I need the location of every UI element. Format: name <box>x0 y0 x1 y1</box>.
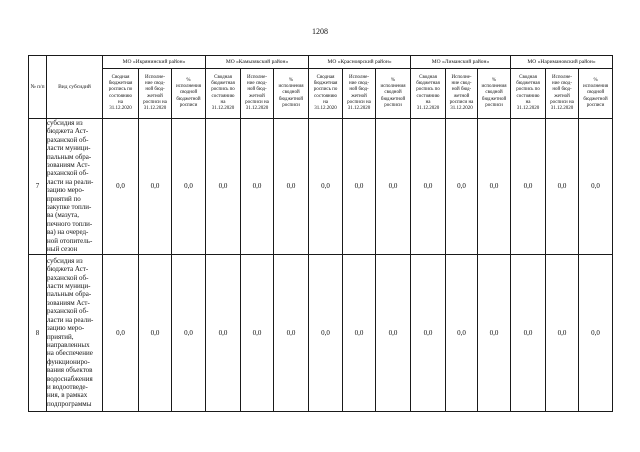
value-cell-budget-plan: 0,0 <box>309 254 343 411</box>
region-header-limansky: МО «Лиманский район» <box>411 56 511 69</box>
region-header-narimanovsky: МО «Наримановский район» <box>511 56 613 69</box>
table-row <box>29 119 613 255</box>
subcolumn-header-budget-execution: Исполне- ние свод- ной бюд- жетной росписи на 31.12.2020 <box>546 69 579 119</box>
subcolumn-header-budget-plan: Сводная бюджетная роспись по состоянию на 31.12.2020 <box>309 69 343 119</box>
region-header-ikryaninsky: МО «Икрянинский район» <box>103 56 206 69</box>
table-row <box>29 254 613 411</box>
value-cell-budget-execution: 0,0 <box>546 254 579 411</box>
row-number: 7 <box>29 119 47 255</box>
value-cell-budget-execution: 0,0 <box>139 119 172 255</box>
value-cell-execution-percent: 0,0 <box>172 119 206 255</box>
column-header-subsidy-type: Вид субсидий <box>47 56 103 119</box>
value-cell-budget-execution: 0,0 <box>139 254 172 411</box>
subcolumn-header-budget-execution: Исполне- ние свод- ной бюд- жетной росписи на 31.12.2020 <box>343 69 376 119</box>
value-cell-execution-percent: 0,0 <box>376 254 411 411</box>
value-cell-budget-plan: 0,0 <box>511 119 546 255</box>
value-cell-budget-plan: 0,0 <box>411 254 446 411</box>
value-cell-budget-execution: 0,0 <box>546 119 579 255</box>
subcolumn-header-execution-percent: % исполнения сводной бюджетной росписи <box>478 69 511 119</box>
value-cell-budget-plan: 0,0 <box>206 254 241 411</box>
value-cell-execution-percent: 0,0 <box>478 119 511 255</box>
subcolumn-header-row <box>29 69 613 119</box>
value-cell-budget-execution: 0,0 <box>446 254 478 411</box>
subcolumn-header-budget-execution: Исполне- ние свод- ной бюд- жетной росписи на 31.12.2020 <box>139 69 172 119</box>
subcolumn-header-execution-percent: % исполнения сводной бюджетной росписи <box>579 69 613 119</box>
value-cell-budget-plan: 0,0 <box>309 119 343 255</box>
value-cell-execution-percent: 0,0 <box>274 119 309 255</box>
row-number: 8 <box>29 254 47 411</box>
value-cell-execution-percent: 0,0 <box>579 119 613 255</box>
subcolumn-header-budget-plan: Сводная бюджетная роспись по состоянию на 31.12.2020 <box>103 69 139 119</box>
page-number: 1208 <box>312 27 328 36</box>
subcolumn-header-execution-percent: % исполнения сводной бюджетной росписи <box>274 69 309 119</box>
subcolumn-header-budget-plan: Сводная бюджетная роспись по состоянию на 31.12.2020 <box>411 69 446 119</box>
value-cell-execution-percent: 0,0 <box>579 254 613 411</box>
value-cell-execution-percent: 0,0 <box>376 119 411 255</box>
value-cell-budget-execution: 0,0 <box>343 254 376 411</box>
value-cell-budget-plan: 0,0 <box>103 254 139 411</box>
value-cell-budget-plan: 0,0 <box>206 119 241 255</box>
table-body <box>29 119 613 412</box>
value-cell-budget-execution: 0,0 <box>241 254 274 411</box>
region-header-row <box>29 56 613 69</box>
subcolumn-header-execution-percent: % исполнения сводной бюджетной росписи <box>172 69 206 119</box>
subcolumn-header-budget-execution: Исполне- ние свод- ной бюд- жетной росписи на 31.12.2020 <box>241 69 274 119</box>
value-cell-execution-percent: 0,0 <box>478 254 511 411</box>
region-header-krasnoyarsky: МО «Красноярский район» <box>309 56 411 69</box>
column-header-number: № п/п <box>29 56 47 119</box>
value-cell-budget-plan: 0,0 <box>411 119 446 255</box>
value-cell-execution-percent: 0,0 <box>274 254 309 411</box>
value-cell-budget-plan: 0,0 <box>511 254 546 411</box>
value-cell-budget-execution: 0,0 <box>241 119 274 255</box>
subsidy-table <box>28 55 613 412</box>
value-cell-execution-percent: 0,0 <box>172 254 206 411</box>
subcolumn-header-execution-percent: % исполнения сводной бюджетной росписи <box>376 69 411 119</box>
value-cell-budget-execution: 0,0 <box>446 119 478 255</box>
subsidy-description: субсидия из бюджета Аст- раханской об- ласти муници- пальным обра- зованиям Аст- раханской об- ласти на реали- зацию меро- приятий по закупке топли- ва (мазута, печного топли- ва) на очеред- ной отопитель- ный сезон <box>47 119 103 255</box>
value-cell-budget-execution: 0,0 <box>343 119 376 255</box>
value-cell-budget-plan: 0,0 <box>103 119 139 255</box>
subsidy-description: субсидия из бюджета Аст- раханской об- ласти муници- пальным обра- зованиям Аст- раханской об- ласти на реали- зацию меро- приятий, направленных на обеспечение функциониро- вания объектов водоснабжения и водоотведе- ния, в рамках подпрограммы <box>47 254 103 411</box>
subcolumn-header-budget-plan: Сводная бюджетная роспись по состоянию на 31.12.2020 <box>511 69 546 119</box>
region-header-kamyzyaksky: МО «Камызякский район» <box>206 56 309 69</box>
subcolumn-header-budget-execution: Исполне- ние свод- ной бюд- жетной росписи на 31.12.2020 <box>446 69 478 119</box>
subcolumn-header-budget-plan: Сводная бюджетная роспись по состоянию на 31.12.2020 <box>206 69 241 119</box>
